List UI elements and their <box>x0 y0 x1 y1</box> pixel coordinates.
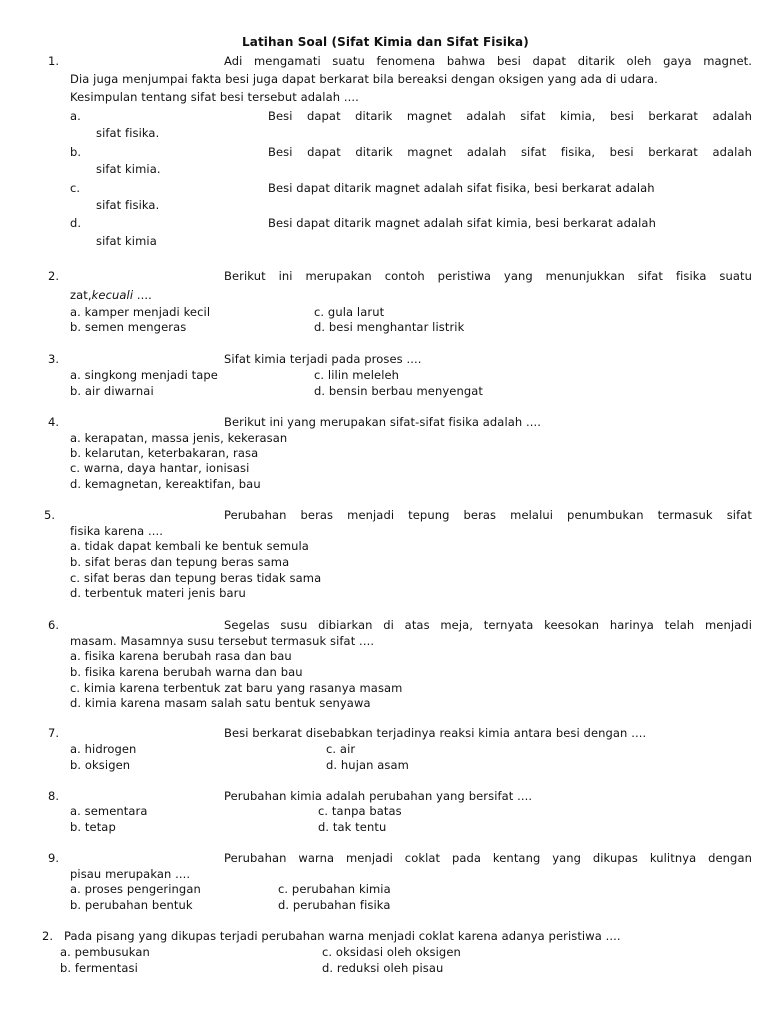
question-8-option-c: c. tanpa batas <box>318 804 402 818</box>
question-4-option-b: b. kelarutan, keterbakaran, rasa <box>70 446 259 460</box>
question-1-number: 1. <box>48 54 60 68</box>
question-9-number: 9. <box>48 851 60 865</box>
question-6-option-b: b. fisika karena berubah warna dan bau <box>70 665 303 679</box>
question-7-option-b: b. oksigen <box>70 758 131 772</box>
question-8-option-a: a. sementara <box>70 804 148 818</box>
question-1-option-d-line2: sifat kimia <box>96 234 157 248</box>
question-8-number: 8. <box>48 789 60 803</box>
question-2-option-d: d. besi menghantar listrik <box>314 320 465 334</box>
question-8-text-line1: Perubahan kimia adalah perubahan yang bersifat .... <box>224 789 533 803</box>
question-7-option-d: d. hujan asam <box>326 758 409 772</box>
question-6-option-a: a. fisika karena berubah rasa dan bau <box>70 649 292 663</box>
question-2-option-c: c. gula larut <box>314 305 385 319</box>
question-1-option-b-line2: sifat kimia. <box>96 162 161 176</box>
question-7-option-a: a. hidrogen <box>70 742 137 756</box>
question-9-text-line2: pisau merupakan .... <box>70 867 191 881</box>
page-title: Latihan Soal (Sifat Kimia dan Sifat Fisika) <box>242 35 529 49</box>
question-2-text-italic: kecuali <box>91 288 134 302</box>
question-4-option-d: d. kemagnetan, kereaktifan, bau <box>70 477 261 491</box>
question-2-text-suffix: .... <box>133 288 152 302</box>
question-2-option-b: b. semen mengeras <box>70 320 187 334</box>
question-10-option-b: b. fermentasi <box>60 961 138 975</box>
question-1-option-b-line1: Besi dapat ditarik magnet adalah sifat fisika, besi berkarat adalah <box>268 145 752 159</box>
question-5-text-line1: Perubahan beras menjadi tepung beras melalui penumbukan termasuk sifat <box>224 508 752 522</box>
question-5-number: 5. <box>44 508 56 522</box>
question-3-option-d: d. bensin berbau menyengat <box>314 384 483 398</box>
question-4-option-a: a. kerapatan, massa jenis, kekerasan <box>70 431 288 445</box>
question-9-option-d: d. perubahan fisika <box>278 898 391 912</box>
question-8-option-b: b. tetap <box>70 820 116 834</box>
question-2-text-prefix: zat, <box>70 288 92 302</box>
question-9-option-c: c. perubahan kimia <box>278 882 391 896</box>
question-1-option-c-letter: c. <box>70 181 81 195</box>
question-9-option-a: a. proses pengeringan <box>70 882 201 896</box>
question-6-text-line1: Segelas susu dibiarkan di atas meja, ternyata keesokan harinya telah menjadi <box>224 618 752 632</box>
question-1-option-b-letter: b. <box>70 145 82 159</box>
question-7-option-c: c. air <box>326 742 356 756</box>
question-6-number: 6. <box>48 618 60 632</box>
question-6-option-d: d. kimia karena masam salah satu bentuk senyawa <box>70 696 371 710</box>
question-4-option-c: c. warna, daya hantar, ionisasi <box>70 461 250 475</box>
question-2-number: 2. <box>48 269 60 283</box>
question-3-option-b: b. air diwarnai <box>70 384 154 398</box>
question-5-option-d: d. terbentuk materi jenis baru <box>70 586 246 600</box>
question-5-option-c: c. sifat beras dan tepung beras tidak sama <box>70 571 322 585</box>
question-10-text-line1: Pada pisang yang dikupas terjadi perubahan warna menjadi coklat karena adanya peristiwa .... <box>64 929 621 943</box>
question-5-option-b: b. sifat beras dan tepung beras sama <box>70 555 290 569</box>
question-1-text-line3: Kesimpulan tentang sifat besi tersebut adalah .... <box>70 90 359 104</box>
question-7-text-line1: Besi berkarat disebabkan terjadinya reaksi kimia antara besi dengan .... <box>224 726 647 740</box>
question-8-option-d: d. tak tentu <box>318 820 387 834</box>
question-1-option-a-letter: a. <box>70 109 81 123</box>
question-10-option-c: c. oksidasi oleh oksigen <box>322 945 461 959</box>
question-2-option-a: a. kamper menjadi kecil <box>70 305 211 319</box>
question-2-text-line2 <box>70 287 152 303</box>
question-5-text-line2: fisika karena .... <box>70 524 164 538</box>
question-3-option-c: c. lilin meleleh <box>314 368 400 382</box>
question-1-option-a-line2: sifat fisika. <box>96 126 160 140</box>
question-4-number: 4. <box>48 415 60 429</box>
question-1-option-c-line1: Besi dapat ditarik magnet adalah sifat fisika, besi berkarat adalah <box>268 181 655 195</box>
question-10-option-a: a. pembusukan <box>60 945 150 959</box>
question-2-text-line1: Berikut ini merupakan contoh peristiwa yang menunjukkan sifat fisika suatu <box>224 269 752 283</box>
question-1-option-d-letter: d. <box>70 216 82 230</box>
question-6-option-c: c. kimia karena terbentuk zat baru yang rasanya masam <box>70 681 403 695</box>
question-1-option-a-line1: Besi dapat ditarik magnet adalah sifat kimia, besi berkarat adalah <box>268 109 752 123</box>
question-1-option-d-line1: Besi dapat ditarik magnet adalah sifat kimia, besi berkarat adalah <box>268 216 656 230</box>
question-1-text-line2: Dia juga menjumpai fakta besi juga dapat berkarat bila bereaksi dengan oksigen yang ada di udara. <box>70 72 658 86</box>
question-9-text-line1: Perubahan warna menjadi coklat pada kentang yang dikupas kulitnya dengan <box>224 851 752 865</box>
question-7-number: 7. <box>48 726 60 740</box>
question-3-text-line1: Sifat kimia terjadi pada proses .... <box>224 352 422 366</box>
question-6-text-line2: masam. Masamnya susu tersebut termasuk sifat .... <box>70 634 375 648</box>
question-3-number: 3. <box>48 352 60 366</box>
question-3-option-a: a. singkong menjadi tape <box>70 368 218 382</box>
question-10-option-d: d. reduksi oleh pisau <box>322 961 444 975</box>
question-10-number: 2. <box>42 929 54 943</box>
question-1-option-c-line2: sifat fisika. <box>96 198 160 212</box>
question-1-text-line1: Adi mengamati suatu fenomena bahwa besi dapat ditarik oleh gaya magnet. <box>224 54 752 68</box>
question-9-option-b: b. perubahan bentuk <box>70 898 193 912</box>
question-4-text-line1: Berikut ini yang merupakan sifat-sifat fisika adalah .... <box>224 415 542 429</box>
question-5-option-a: a. tidak dapat kembali ke bentuk semula <box>70 539 309 553</box>
